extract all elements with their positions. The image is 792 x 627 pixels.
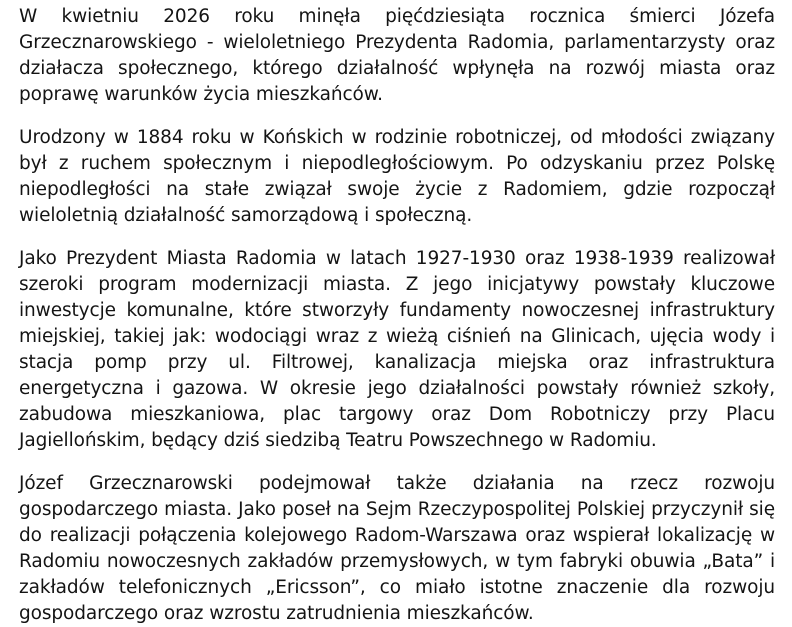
paragraph-economic-development: Józef Grzecznarowski podejmował także działania na rzecz rozwoju gospodarczego miasta. Jako poseł na Sejm Rzeczypospolitej Polskiej przyczynił się do realizacji połączenia kolejowego Radom-Warszawa oraz wspierał lokalizację w Radomiu nowoczesnych zakładów przemysłowych, w tym fabryki obuwia „Bata” i zakładów telefonicznych „Ericsson”, co miało istotne znaczenie dla rozwoju gospodarczego oraz wzrostu zatrudnienia mieszkańców. (19, 473, 775, 624)
document-body (19, 4, 775, 627)
paragraph-presidency: Jako Prezydent Miasta Radomia w latach 1927-1930 oraz 1938-1939 realizował szeroki program modernizacji miasta. Z jego inicjatywy powstały kluczowe inwestycje komunalne, które stworzyły fundamenty nowoczesnej infrastruktury miejskiej, takiej jak: wodociągi wraz z wieżą ciśnień na Glinicach, ujęcia wody i stacja pomp przy ul. Filtrowej, kanalizacja miejska oraz infrastruktura energetyczna i gazowa. W okresie jego działalności powstały również szkoły, zabudowa mieszkaniowa, plac targowy oraz Dom Robotniczy przy Placu Jagiellońskim, będący dziś siedzibą Teatru Powszechnego w Radomiu. (19, 248, 775, 451)
paragraph-biography: Urodzony w 1884 roku w Końskich w rodzinie robotniczej, od młodości związany był z ruchem społecznym i niepodległościowym. Po odzyskaniu przez Polskę niepodległości na stałe związał swoje życie z Radomiem, gdzie rozpoczął wieloletnią działalność samorządową i społeczną. (19, 127, 775, 226)
paragraph-anniversary: W kwietniu 2026 roku minęła pięćdziesiąta rocznica śmierci Józefa Grzecznarowskiego - wieloletniego Prezydenta Radomia, parlamentarzysty oraz działacza społecznego, którego działalność wpłynęła na rozwój miasta oraz poprawę warunków życia mieszkańców. (19, 6, 775, 105)
